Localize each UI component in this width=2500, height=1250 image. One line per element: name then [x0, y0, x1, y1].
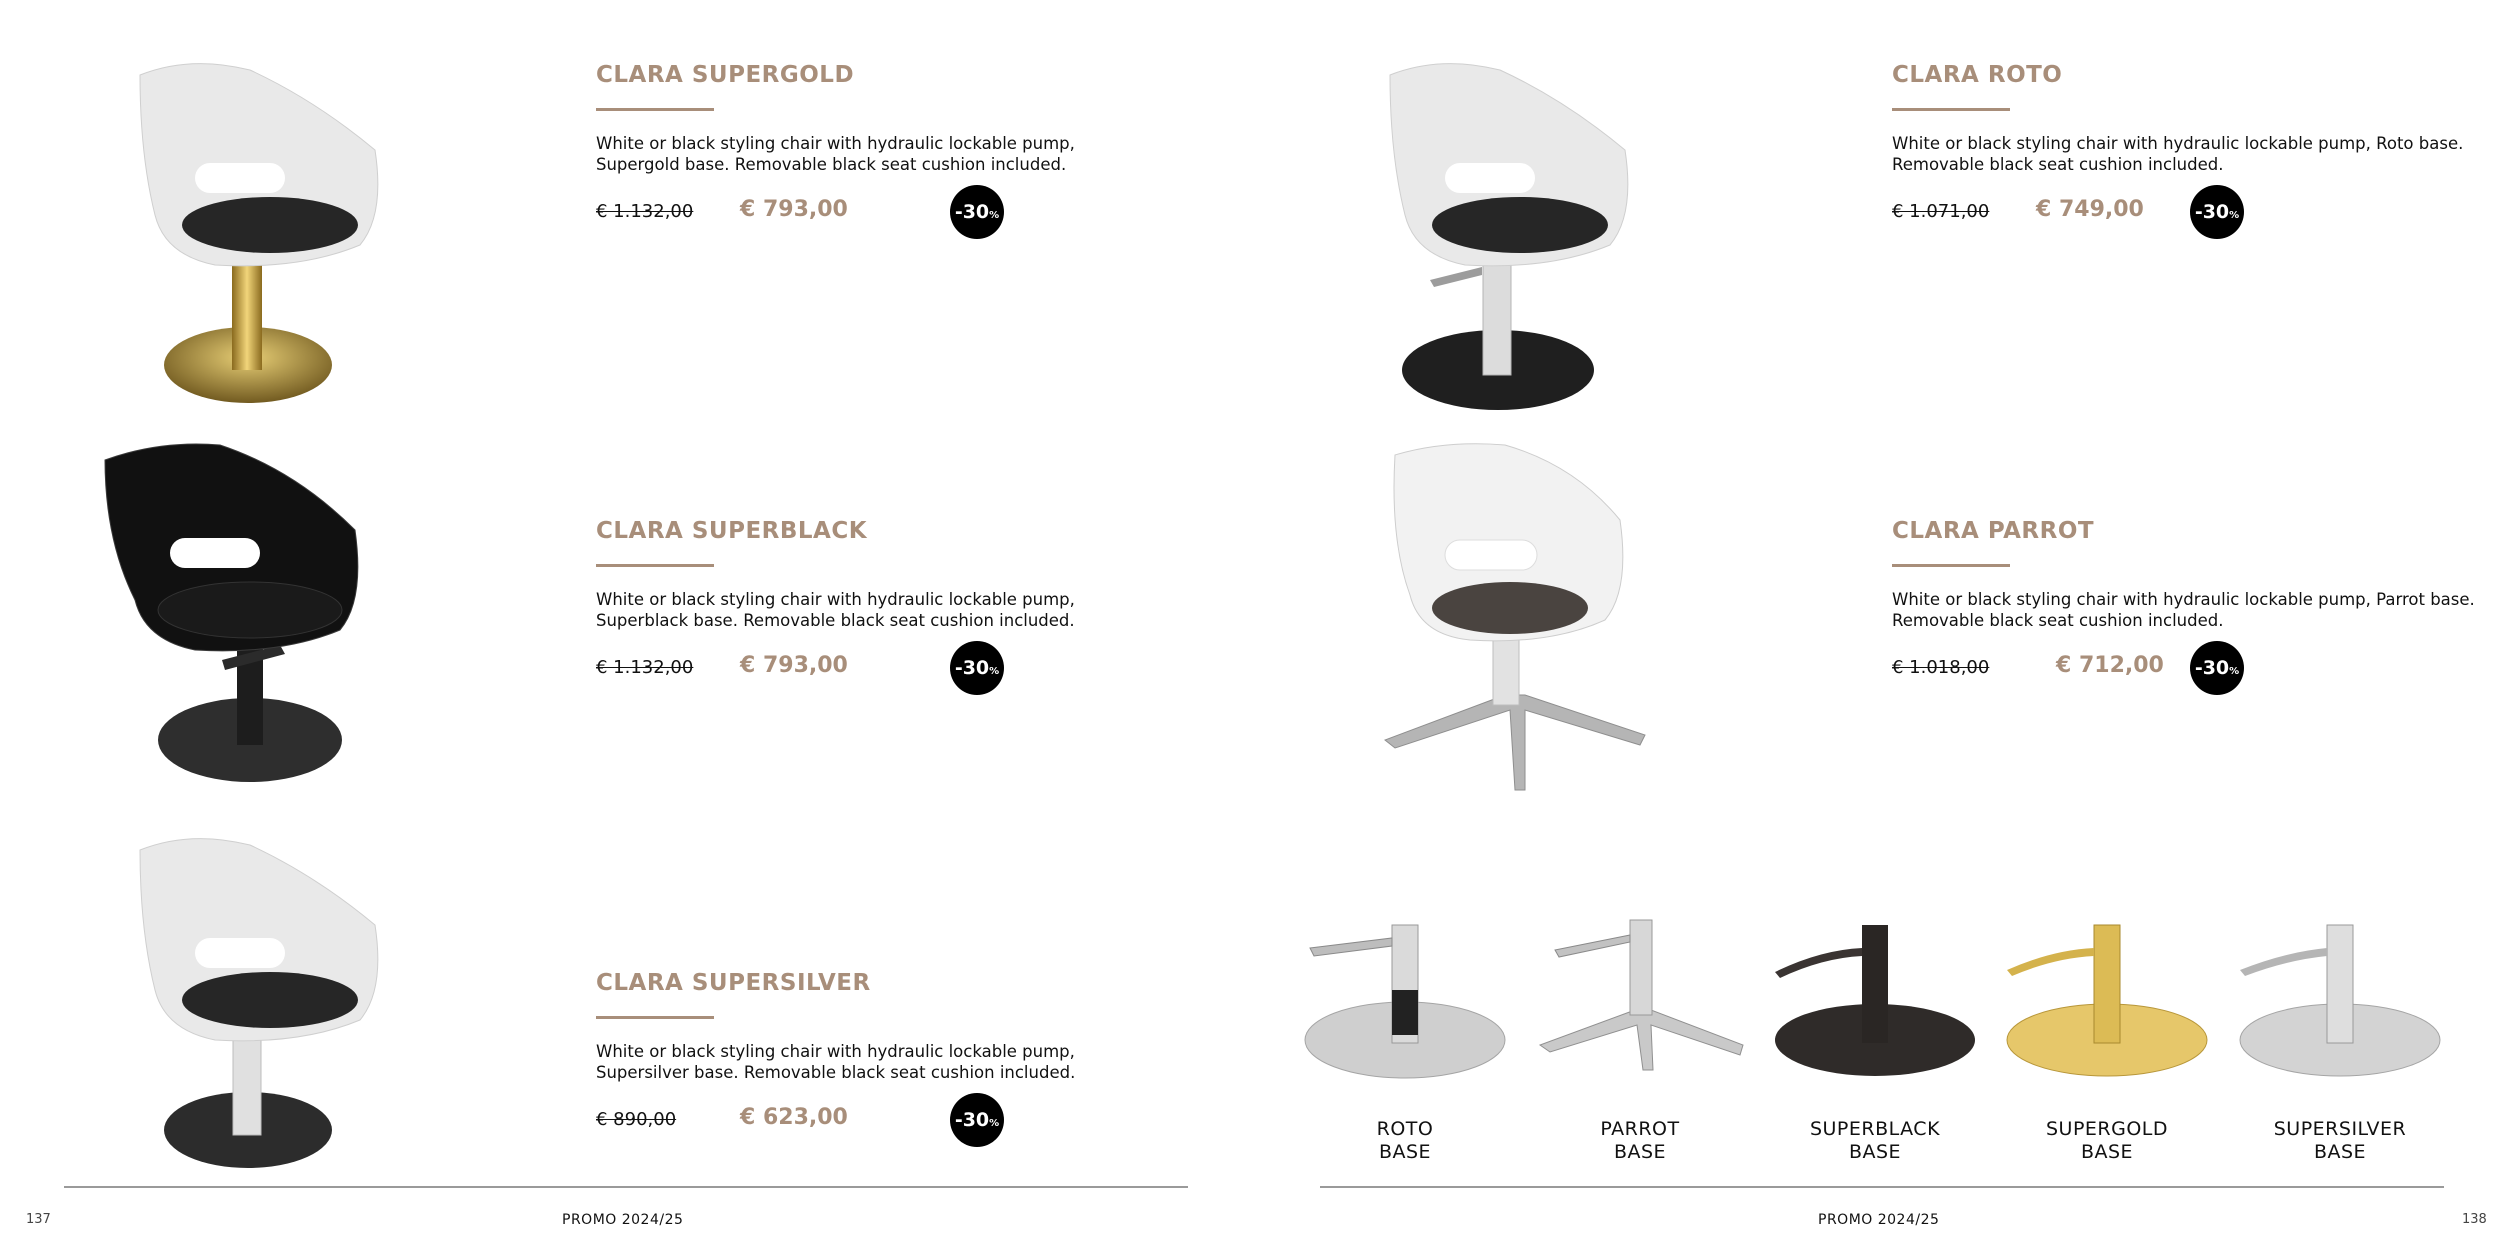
footer-label: PROMO 2024/25	[1818, 1212, 1940, 1228]
price-row	[1892, 185, 2472, 241]
price-row	[596, 185, 1156, 241]
discount-badge: -30 %	[2190, 641, 2244, 695]
parrot-base-image	[1535, 890, 1745, 1090]
promo-price: € 712,00	[2056, 653, 2164, 678]
price-row	[596, 641, 1156, 697]
clara-roto-chair-image	[1370, 55, 1650, 425]
price-row	[1892, 641, 2492, 697]
product-description: White or black styling chair with hydraulic lockable pump, Roto base. Removable black seat cushion included.	[1892, 134, 2464, 174]
base-label: SUPERBLACK BASE	[1809, 1118, 1941, 1163]
price-row	[596, 1093, 1156, 1149]
original-price: € 1.132,00	[596, 657, 694, 678]
product-title: CLARA SUPERSILVER	[596, 970, 871, 996]
product-description: White or black styling chair with hydraulic lockable pump, Superblack base. Removable black seat cushion included.	[596, 590, 1075, 630]
title-underline	[596, 564, 714, 567]
roto-base-image	[1300, 890, 1510, 1090]
title-underline	[596, 1016, 714, 1019]
supersilver-base-image	[2235, 890, 2445, 1090]
footer-divider	[64, 1186, 1188, 1188]
base-label: SUPERSILVER BASE	[2273, 1118, 2407, 1163]
product-description: White or black styling chair with hydraulic lockable pump, Supersilver base. Removable black seat cushion included.	[596, 1042, 1076, 1082]
product-clara-parrot	[1892, 518, 2492, 697]
page-number: 138	[2462, 1212, 2487, 1227]
product-title: CLARA SUPERBLACK	[596, 518, 868, 544]
product-clara-supersilver	[596, 970, 1156, 1149]
base-supergold	[2002, 890, 2212, 1180]
product-description: White or black styling chair with hydraulic lockable pump, Supergold base. Removable black seat cushion included.	[596, 134, 1075, 174]
product-title: CLARA ROTO	[1892, 62, 2063, 88]
promo-price: € 793,00	[740, 197, 848, 222]
clara-parrot-chair-image	[1375, 440, 1655, 800]
title-underline	[596, 108, 714, 111]
product-clara-supergold	[596, 62, 1156, 241]
base-roto	[1300, 890, 1510, 1180]
base-label: SUPERGOLD BASE	[2045, 1118, 2169, 1163]
footer-label: PROMO 2024/25	[562, 1212, 684, 1228]
base-parrot	[1535, 890, 1745, 1180]
original-price: € 890,00	[596, 1109, 677, 1130]
product-title: CLARA SUPERGOLD	[596, 62, 855, 88]
promo-price: € 793,00	[740, 653, 848, 678]
discount-badge: -30 %	[2190, 185, 2244, 239]
clara-supergold-chair-image	[120, 55, 400, 415]
original-price: € 1.071,00	[1892, 201, 1990, 222]
product-description: White or black styling chair with hydraulic lockable pump, Parrot base. Removable black seat cushion included.	[1892, 590, 2475, 630]
page-number: 137	[26, 1212, 51, 1227]
product-title: CLARA PARROT	[1892, 518, 2095, 544]
original-price: € 1.018,00	[1892, 657, 1990, 678]
clara-supersilver-chair-image	[120, 830, 400, 1180]
discount-badge: -30 %	[950, 1093, 1004, 1147]
title-underline	[1892, 564, 2010, 567]
footer-divider	[1320, 1186, 2444, 1188]
promo-price: € 623,00	[740, 1105, 848, 1130]
original-price: € 1.132,00	[596, 201, 694, 222]
promo-price: € 749,00	[2036, 197, 2144, 222]
superblack-base-image	[1770, 890, 1980, 1090]
discount-badge: -30 %	[950, 185, 1004, 239]
product-clara-roto	[1892, 62, 2472, 241]
base-label: PARROT BASE	[1600, 1118, 1680, 1163]
title-underline	[1892, 108, 2010, 111]
supergold-base-image	[2002, 890, 2212, 1090]
right-page	[1250, 0, 2500, 1250]
base-supersilver	[2235, 890, 2445, 1180]
clara-superblack-chair-image	[100, 440, 390, 800]
base-superblack	[1770, 890, 1980, 1180]
discount-badge: -30 %	[950, 641, 1004, 695]
base-label: ROTO BASE	[1376, 1118, 1434, 1163]
product-clara-superblack	[596, 518, 1156, 697]
